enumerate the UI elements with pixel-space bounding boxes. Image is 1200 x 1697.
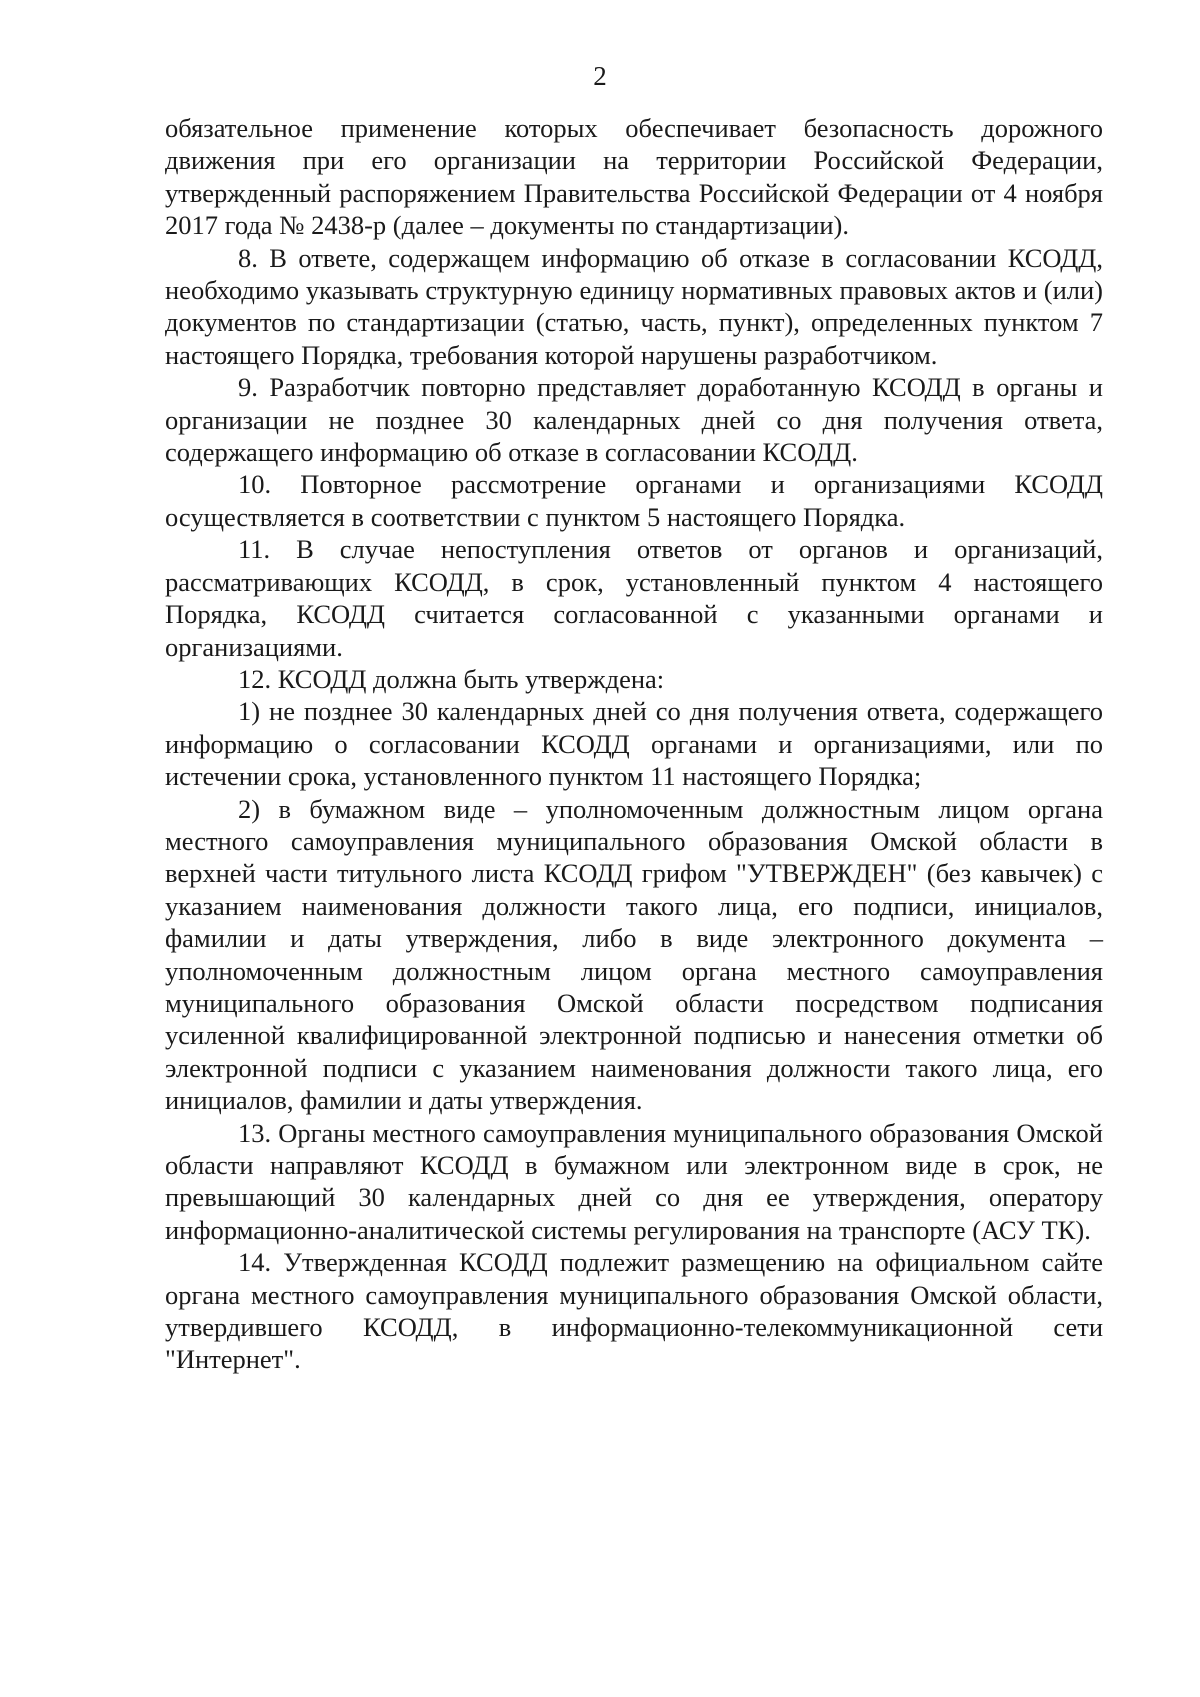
paragraph-item-9: 9. Разработчик повторно представляет доработанную КСОДД в органы и организации не позднее 30 календарных дней со дня получения ответа, содержащего информацию об отказе в согласовании КСОДД.: [165, 372, 1103, 468]
document-body: [165, 112, 1103, 1376]
paragraph-item-8: 8. В ответе, содержащем информацию об отказе в согласовании КСОДД, необходимо указывать структурную единицу нормативных правовых актов и (или) документов по стандартизации (статью, часть, пункт), определенных пунктом 7 настоящего Порядка, требования которой нарушены разработчиком.: [165, 242, 1103, 370]
paragraph-continuation: обязательное применение которых обеспечивает безопасность дорожного движения при его организации на территории Российской Федерации, утвержденный распоряжением Правительства Российской Федерации от 4 ноября 2017 года № 2438-р (далее – документы по стандартизации).: [165, 113, 1103, 241]
page-number: 2: [593, 61, 607, 91]
paragraph-item-12-sub-2: 2) в бумажном виде – уполномоченным должностным лицом органа местного самоуправления муниципального образования Омской области в верхней части титульного листа КСОДД грифом "УТВЕРЖДЕН" (без кавычек) с указанием наименования должности такого лица, его подписи, инициалов, фамилии и даты утверждения, либо в виде электронного документа – уполномоченным должностным лицом органа местного самоуправления муниципального образования Омской области посредством подписания усиленной квалифицированной электронной подписью и нанесения отметки об электронной подписи с указанием наименования должности такого лица, его инициалов, фамилии и даты утверждения.: [165, 793, 1103, 1116]
paragraph-item-13: 13. Органы местного самоуправления муниципального образования Омской области направляют КСОДД в бумажном или электронном виде в срок, не превышающий 30 календарных дней со дня ее утверждения, оператору информационно-аналитической системы регулирования на транспорте (АСУ ТК).: [165, 1117, 1103, 1245]
paragraph-item-10: 10. Повторное рассмотрение органами и организациями КСОДД осуществляется в соответствии с пунктом 5 настоящего Порядка.: [165, 469, 1103, 532]
paragraph-item-14: 14. Утвержденная КСОДД подлежит размещению на официальном сайте органа местного самоуправления муниципального образования Омской области, утвердившего КСОДД, в информационно-телекоммуникационной сети "Интернет".: [165, 1247, 1103, 1375]
paragraph-item-11: 11. В случае непоступления ответов от органов и организаций, рассматривающих КСОДД, в срок, установленный пунктом 4 настоящего Порядка, КСОДД считается согласованной с указанными органами и организациями.: [165, 534, 1103, 662]
paragraph-item-12: 12. КСОДД должна быть утверждена:: [238, 663, 665, 694]
paragraph-item-12-sub-1: 1) не позднее 30 календарных дней со дня получения ответа, содержащего информацию о согласовании КСОДД органами и организациями, или по истечении срока, установленного пунктом 11 настоящего Порядка;: [165, 696, 1103, 792]
